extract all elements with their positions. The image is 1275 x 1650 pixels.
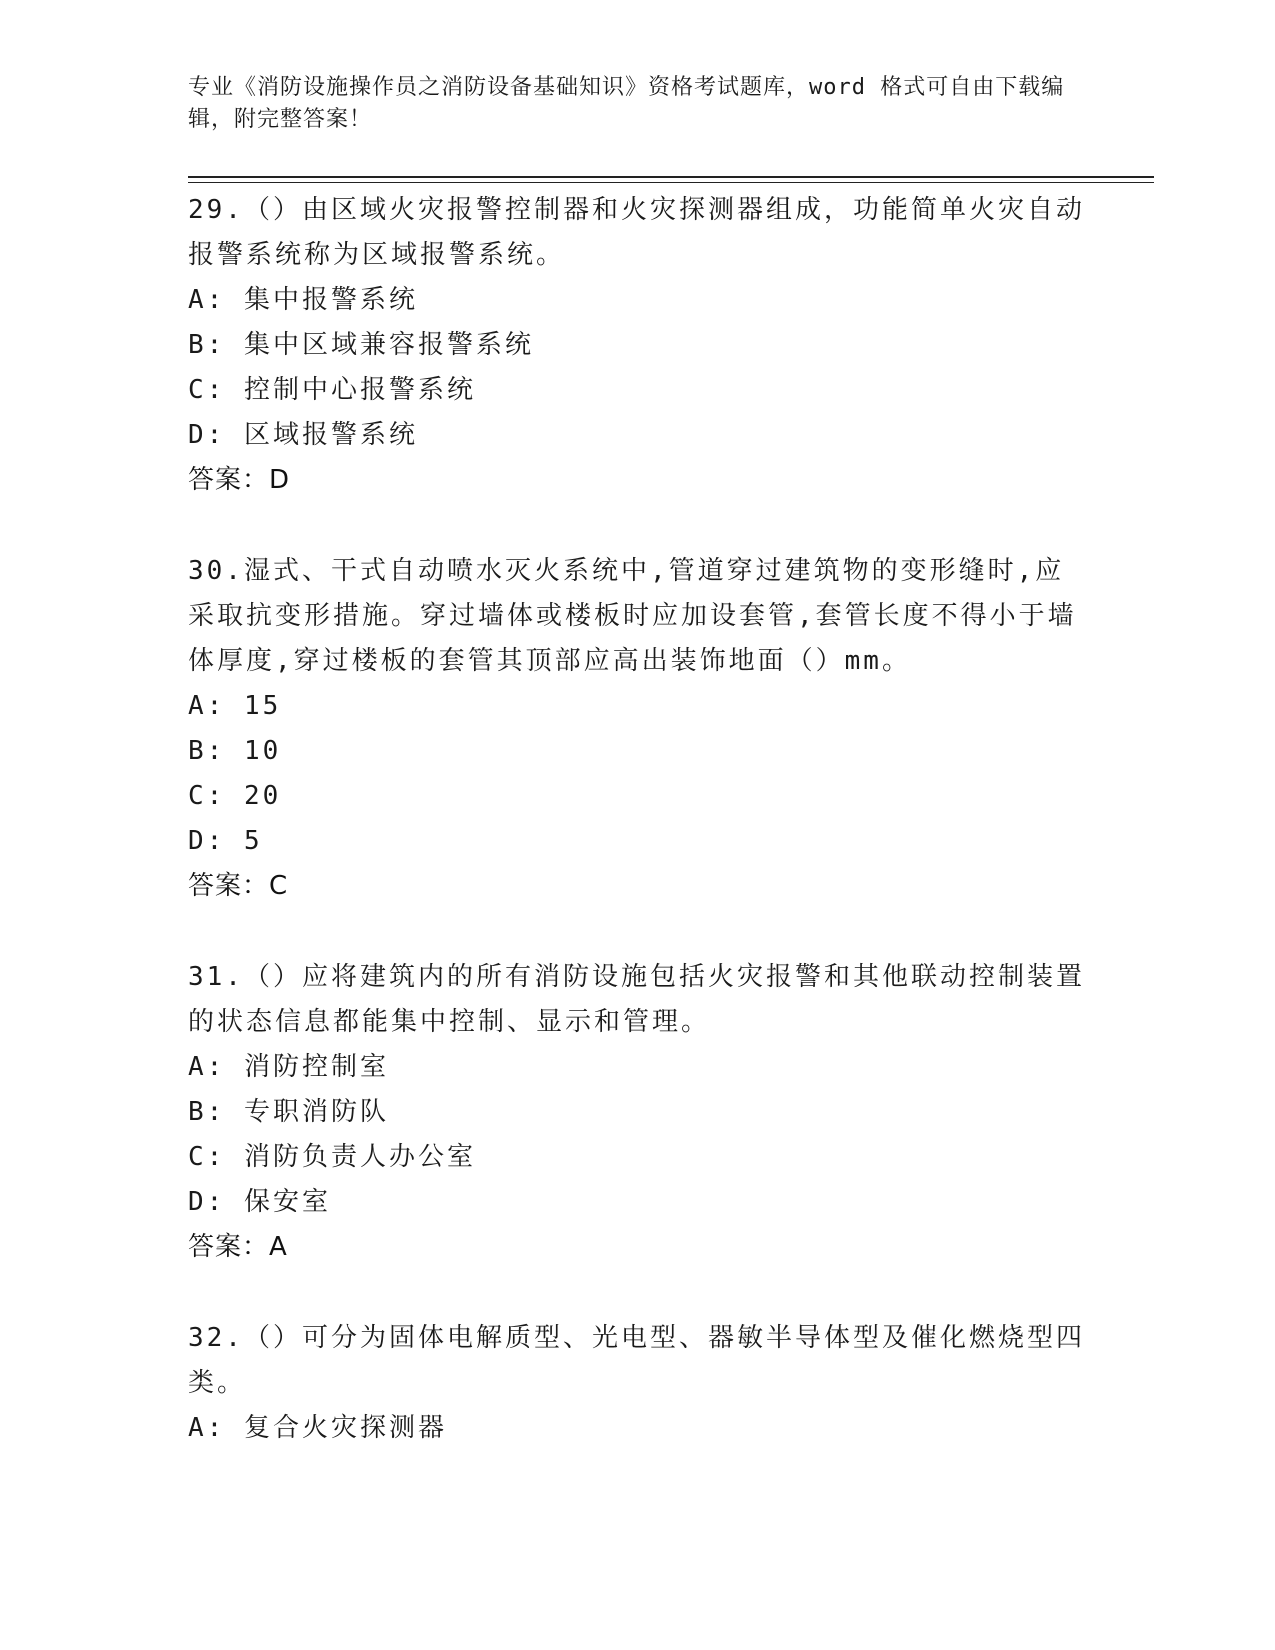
header-divider-thin	[188, 182, 1154, 183]
option-b: B: 专职消防队	[188, 1097, 389, 1127]
option-a: A: 15	[188, 691, 282, 721]
answer: 答案：D	[188, 465, 291, 495]
option-b: B: 集中区域兼容报警系统	[188, 330, 534, 360]
option-d: D: 保安室	[188, 1187, 331, 1217]
question-32	[188, 1316, 1088, 1451]
header-divider-thick	[188, 176, 1154, 178]
question-list	[188, 188, 1088, 1497]
answer: 答案：C	[188, 871, 289, 901]
option-b: B: 10	[188, 736, 282, 766]
option-c: C: 控制中心报警系统	[188, 375, 476, 405]
option-c: C: 20	[188, 781, 282, 811]
question-text: 30.湿式、干式自动喷水灭火系统中,管道穿过建筑物的变形缝时,应采取抗变形措施。穿过墙体或楼板时应加设套管,套管长度不得小于墙体厚度,穿过楼板的套管其顶部应高出装饰地面（）mm。	[188, 556, 1077, 676]
option-d: D: 5	[188, 826, 263, 856]
option-d: D: 区域报警系统	[188, 420, 418, 450]
option-c: C: 消防负责人办公室	[188, 1142, 476, 1172]
option-a: A: 复合火灾探测器	[188, 1413, 447, 1443]
question-29	[188, 188, 1088, 503]
question-text: 29.（）由区域火灾报警控制器和火灾探测器组成，功能简单火灾自动报警系统称为区域报警系统。	[188, 195, 1085, 270]
option-a: A: 集中报警系统	[188, 285, 418, 315]
question-31	[188, 955, 1088, 1270]
answer: 答案：A	[188, 1232, 288, 1262]
option-a: A: 消防控制室	[188, 1052, 389, 1082]
question-text: 31.（）应将建筑内的所有消防设施包括火灾报警和其他联动控制装置的状态信息都能集中控制、显示和管理。	[188, 962, 1085, 1037]
document-header: 专业《消防设施操作员之消防设备基础知识》资格考试题库，word 格式可自由下载编辑，附完整答案！	[188, 75, 1065, 132]
question-text: 32.（）可分为固体电解质型、光电型、器敏半导体型及催化燃烧型四类。	[188, 1323, 1085, 1398]
question-30	[188, 549, 1088, 909]
